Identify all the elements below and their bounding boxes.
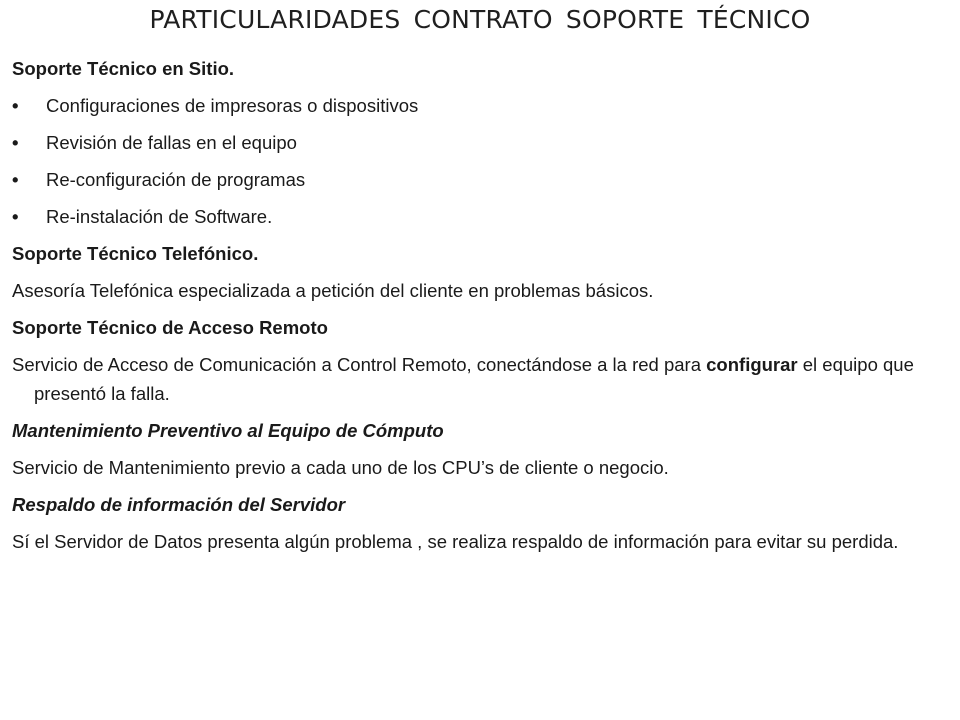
text-respaldo: Sí el Servidor de Datos presenta algún problema , se realiza respaldo de información para evitar su perdida. (12, 531, 899, 552)
bullet-icon: • (12, 132, 19, 153)
bullet-icon: • (12, 206, 19, 227)
bullet-icon: • (12, 169, 19, 190)
heading-respaldo: Respaldo de información del Servidor (12, 494, 346, 515)
page-title: PARTICULARIDADES CONTRATO SOPORTE TÉCNICO (149, 5, 811, 34)
bullet-item (12, 87, 947, 124)
text-remoto-part2: el equipo que presentó la falla. (34, 354, 914, 404)
heading-acceso-remoto: Soporte Técnico de Acceso Remoto (12, 317, 328, 338)
heading-soporte-sitio: Soporte Técnico en Sitio. (12, 58, 235, 79)
bullet-item (12, 198, 947, 235)
text-mantenimiento: Servicio de Mantenimiento previo a cada uno de los CPU’s de cliente o negocio. (12, 457, 669, 478)
bullet-item (12, 161, 947, 198)
bullet-text: Re-configuración de programas (46, 169, 306, 190)
text-remoto-bold: configurar (706, 354, 798, 375)
heading-mantenimiento: Mantenimiento Preventivo al Equipo de Cómputo (12, 420, 444, 441)
bullet-item (12, 124, 947, 161)
bullet-icon: • (12, 95, 19, 116)
bullet-text: Re-instalación de Software. (46, 206, 273, 227)
bullet-text: Revisión de fallas en el equipo (46, 132, 297, 153)
text-remoto-part1: Servicio de Acceso de Comunicación a Control Remoto, conectándose a la red para (12, 354, 707, 375)
bullet-text: Configuraciones de impresoras o dispositivos (46, 95, 419, 116)
text-acceso-remoto (12, 346, 947, 412)
heading-soporte-telefonico: Soporte Técnico Telefónico. (12, 243, 259, 264)
slide-content (12, 50, 947, 560)
text-soporte-telefonico: Asesoría Telefónica especializada a petición del cliente en problemas básicos. (12, 280, 654, 301)
